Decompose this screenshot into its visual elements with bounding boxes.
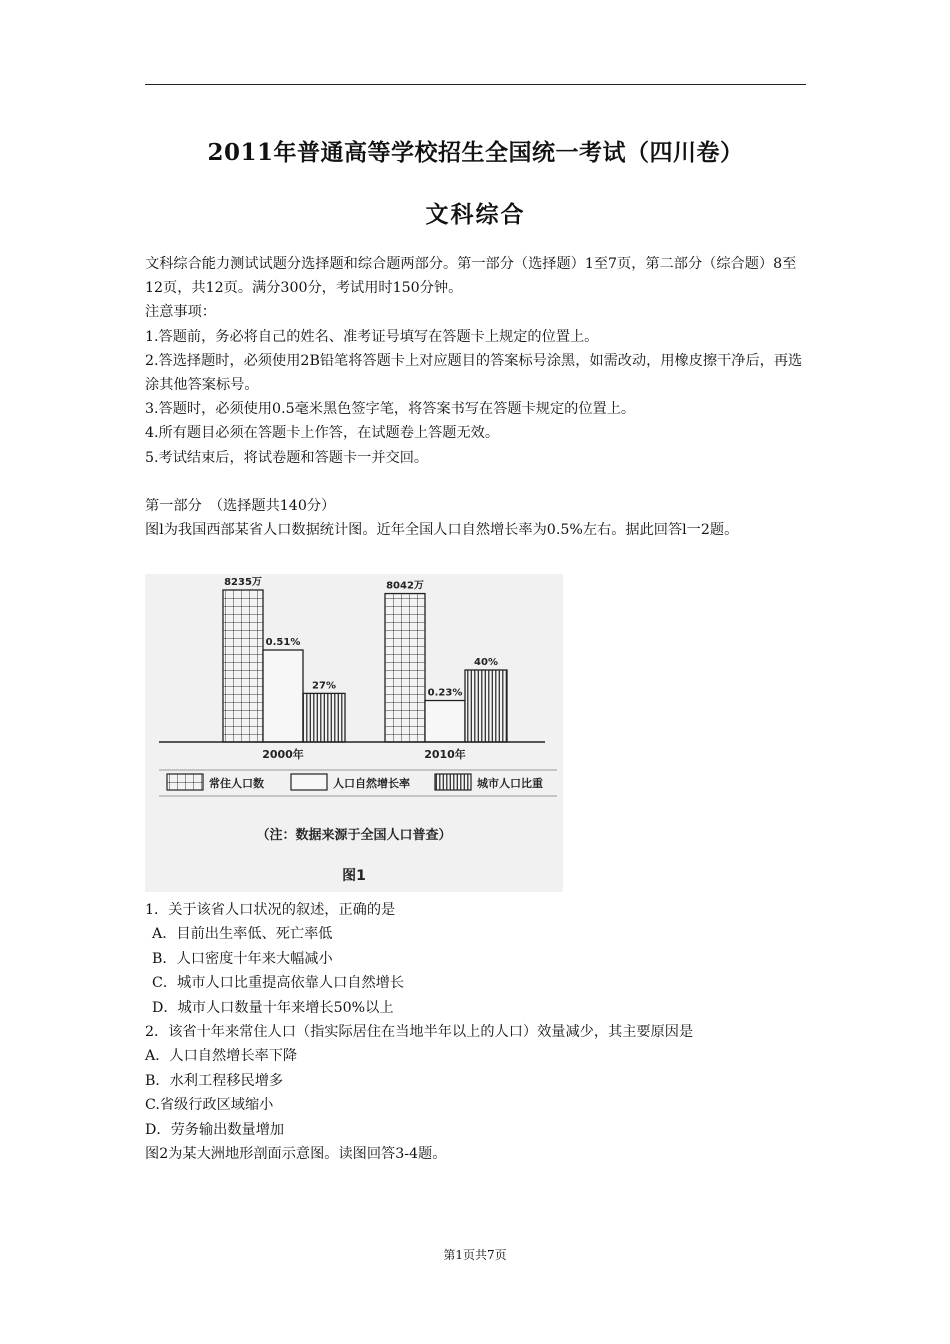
legend-label: 常住人口数	[209, 777, 264, 790]
next-figure-intro: 图2为某大洲地形剖面示意图。读图回答3-4题。	[145, 1146, 447, 1163]
header-rule	[145, 84, 806, 85]
chart-note: （注：数据来源于全国人口普查）	[256, 828, 452, 843]
answer-option: C．城市人口比重提高依靠人口自然增长	[152, 975, 405, 992]
chart-caption: 图1	[342, 868, 366, 884]
page-footer: 第1页共7页	[443, 1248, 507, 1262]
legend-swatch-grid	[167, 774, 203, 790]
bar-vertical-lines-0	[303, 693, 345, 742]
x-tick-label: 2010年	[424, 748, 466, 761]
bar-empty-1	[425, 701, 465, 742]
answer-option: A．目前出生率低、死亡率低	[152, 926, 333, 943]
data-label: 8042万	[386, 580, 424, 592]
question-stem: 2．该省十年来常住人口（指实际居住在当地半年以上的人口）效量减少，其主要原因是	[145, 1024, 694, 1041]
intro-block	[145, 252, 809, 542]
answer-option: C.省级行政区域缩小	[145, 1097, 274, 1114]
legend-label: 城市人口比重	[477, 777, 543, 790]
answer-option: D．城市人口数量十年来增长50%以上	[152, 999, 394, 1016]
answer-option: B．人口密度十年来大幅减小	[152, 950, 333, 967]
population-chart	[145, 574, 563, 892]
data-label: 0.23%	[427, 687, 463, 699]
note-item: 2.答选择题时，必须使用2B铅笔将答题卡上对应题目的答案标号涂黑，如需改动，用橡皮擦干净后，再选涂其他答案标号。	[145, 352, 803, 394]
figure-1	[145, 574, 563, 892]
bar-vertical-lines-1	[465, 670, 507, 742]
legend-swatch-empty	[291, 774, 327, 790]
data-label: 8235万	[224, 577, 262, 588]
intro-description: 文科综合能力测试试题分选择题和综合题两部分。第一部分（选择题）1至7页，第二部分（综合题）8至12页，共12页。满分300分，考试用时150分钟。	[145, 256, 797, 297]
section-heading: 第一部分 （选择题共140分）	[145, 497, 336, 514]
bar-empty-0	[263, 650, 303, 742]
answer-option: A．人口自然增长率下降	[145, 1048, 298, 1065]
note-item: 1.答题前，务必将自己的姓名、准考证号填写在答题卡上规定的位置上。	[145, 328, 599, 345]
figure-intro: 图l为我国西部某省人口数据统计图。近年全国人口自然增长率为0.5%左右。据此回答l一2题。	[145, 522, 739, 539]
note-item: 3.答题时，必须使用0.5毫米黑色签字笔，将答案书写在答题卡规定的位置上。	[145, 401, 636, 418]
data-label: 40%	[474, 657, 498, 668]
note-item: 5.考试结束后，将试卷题和答题卡一并交回。	[145, 449, 429, 466]
question-stem: 1．关于该省人口状况的叙述，正确的是	[145, 902, 396, 918]
answer-option: B．水利工程移民增多	[145, 1072, 284, 1089]
exam-subtitle: 文科综合	[425, 201, 526, 228]
x-tick-label: 2000年	[262, 748, 304, 761]
data-label: 0.51%	[265, 637, 301, 648]
legend-label: 人口自然增长率	[333, 777, 410, 790]
note-item: 4.所有题目必须在答题卡上作答，在试题卷上答题无效。	[145, 425, 500, 442]
exam-title: 2011年普通高等学校招生全国统一考试（四川卷）	[207, 139, 744, 166]
legend-swatch-vertical-lines	[435, 774, 471, 790]
data-label: 27%	[312, 680, 336, 692]
bar-grid-0	[223, 590, 263, 742]
answer-option: D．劳务输出数量增加	[145, 1121, 285, 1138]
questions-block	[145, 898, 809, 1166]
notes-heading: 注意事项：	[145, 304, 216, 321]
bar-grid-1	[385, 594, 425, 742]
